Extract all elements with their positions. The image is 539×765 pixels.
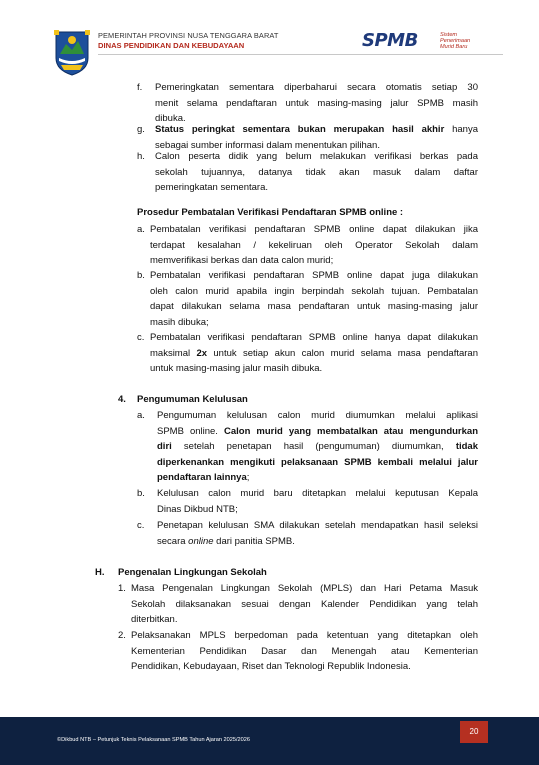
header-government-name: PEMERINTAH PROVINSI NUSA TENGGARA BARAT: [98, 31, 279, 40]
spmb-logo-subtitle: Sistem Penerimaan Murid Baru: [440, 32, 471, 51]
list-item-g: Status peringkat sementara bukan merupakan hasil akhir hanya sebagai sumber informasi dalam menentukan pilihan.: [155, 124, 478, 151]
section-h-item-1: Masa Pengenalan Lingkungan Sekolah (MPLS) dan Hari Petama Masuk Sekolah dilaksanakan sesuai dengan Kalender Pendidikan yang telah diterbitkan.: [131, 583, 478, 625]
pembatalan-marker-b: b.: [137, 270, 145, 281]
pengumuman-marker-a: a.: [137, 410, 145, 421]
footer-text: ©Dikbud NTB – Petunjuk Teknis Pelaksanaan SPMB Tahun Ajaran 2025/2026: [57, 737, 250, 743]
pembatalan-heading: Prosedur Pembatalan Verifikasi Pendaftaran SPMB online :: [137, 207, 404, 218]
list-marker-h: h.: [137, 151, 145, 162]
pengumuman-item-b: Kelulusan calon murid baru ditetapkan melalui keputusan Kepala Dinas Dikbud NTB;: [157, 488, 478, 515]
pengumuman-marker-b: b.: [137, 488, 145, 499]
pembatalan-item-b: Pembatalan verifikasi pendaftaran SPMB online dapat juga dilakukan oleh calon murid apabila ingin berpindah sekolah tujuan. Pembatalan dapat dilakukan selama masa pendaftaran untuk masing-masing jalur masih dibuka;: [150, 270, 478, 328]
pengumuman-item-a: Pengumuman kelulusan calon murid diumumkan melalui aplikasi SPMB online. Calon murid yang membatalkan atau mengundurkan diri setelah penetapan hasil (pengumuman) diumumkan, tidak diperkenankan mengikuti pelaksanaan SPMB kembali melalui jalur pendaftaran lainnya;: [157, 410, 478, 483]
section-number-4: 4.: [118, 394, 126, 405]
header-department-name: DINAS PENDIDIKAN DAN KEBUDAYAAN: [98, 41, 245, 50]
pengumuman-item-c: Penetapan kelulusan SMA dilakukan setelah mendapatkan hasil seleksi secara online dari panitia SPMB.: [157, 520, 478, 547]
ntb-coat-of-arms-logo: [52, 28, 92, 76]
pembatalan-item-a: Pembatalan verifikasi pendaftaran SPMB online dapat dilakukan jika terdapat kesalahan / kekeliruan oleh Operator Sekolah dalam memverifikasi berkas dan data calon murid;: [150, 224, 478, 266]
pengumuman-marker-c: c.: [137, 520, 145, 531]
section-h-marker-1: 1.: [118, 583, 126, 594]
spmb-logo: [362, 30, 502, 52]
list-item-h: Calon peserta didik yang belum melakukan verifikasi berkas pada sekolah tujuannya, datanya tidak akan masuk dalam daftar pemeringkatan sementara.: [155, 151, 478, 193]
section-h-heading: Pengenalan Lingkungan Sekolah: [118, 567, 267, 578]
header-divider: [98, 54, 503, 55]
pembatalan-item-c: Pembatalan verifikasi pendaftaran SPMB online hanya dapat dilakukan maksimal 2x untuk setiap akun calon murid selama masa pendaftaran untuk masing-masing jalur masih dibuka.: [150, 332, 478, 374]
list-marker-f: f.: [137, 82, 143, 93]
page-number: 20: [469, 727, 479, 736]
list-marker-g: g.: [137, 124, 145, 135]
list-item-f: Pemeringkatan sementara diperbaharui secara otomatis setiap 30 menit selama pendaftaran untuk masing-masing jalur SPMB masih dibuka.: [155, 82, 478, 124]
pembatalan-marker-c: c.: [137, 332, 145, 343]
spmb-logo-word: SPMB: [362, 30, 418, 51]
section-marker-h: H.: [95, 567, 105, 578]
section-h-item-2: Pelaksanakan MPLS berpedoman pada ketentuan yang ditetapkan oleh Kementerian Pendidikan Dasar dan Menengah atau Kementerian Pendidikan, Kebudayaan, Riset dan Teknologi Republik Indonesia.: [131, 630, 478, 672]
section-h-marker-2: 2.: [118, 630, 126, 641]
pengumuman-heading: Pengumuman Kelulusan: [137, 394, 248, 405]
pembatalan-marker-a: a.: [137, 224, 145, 235]
